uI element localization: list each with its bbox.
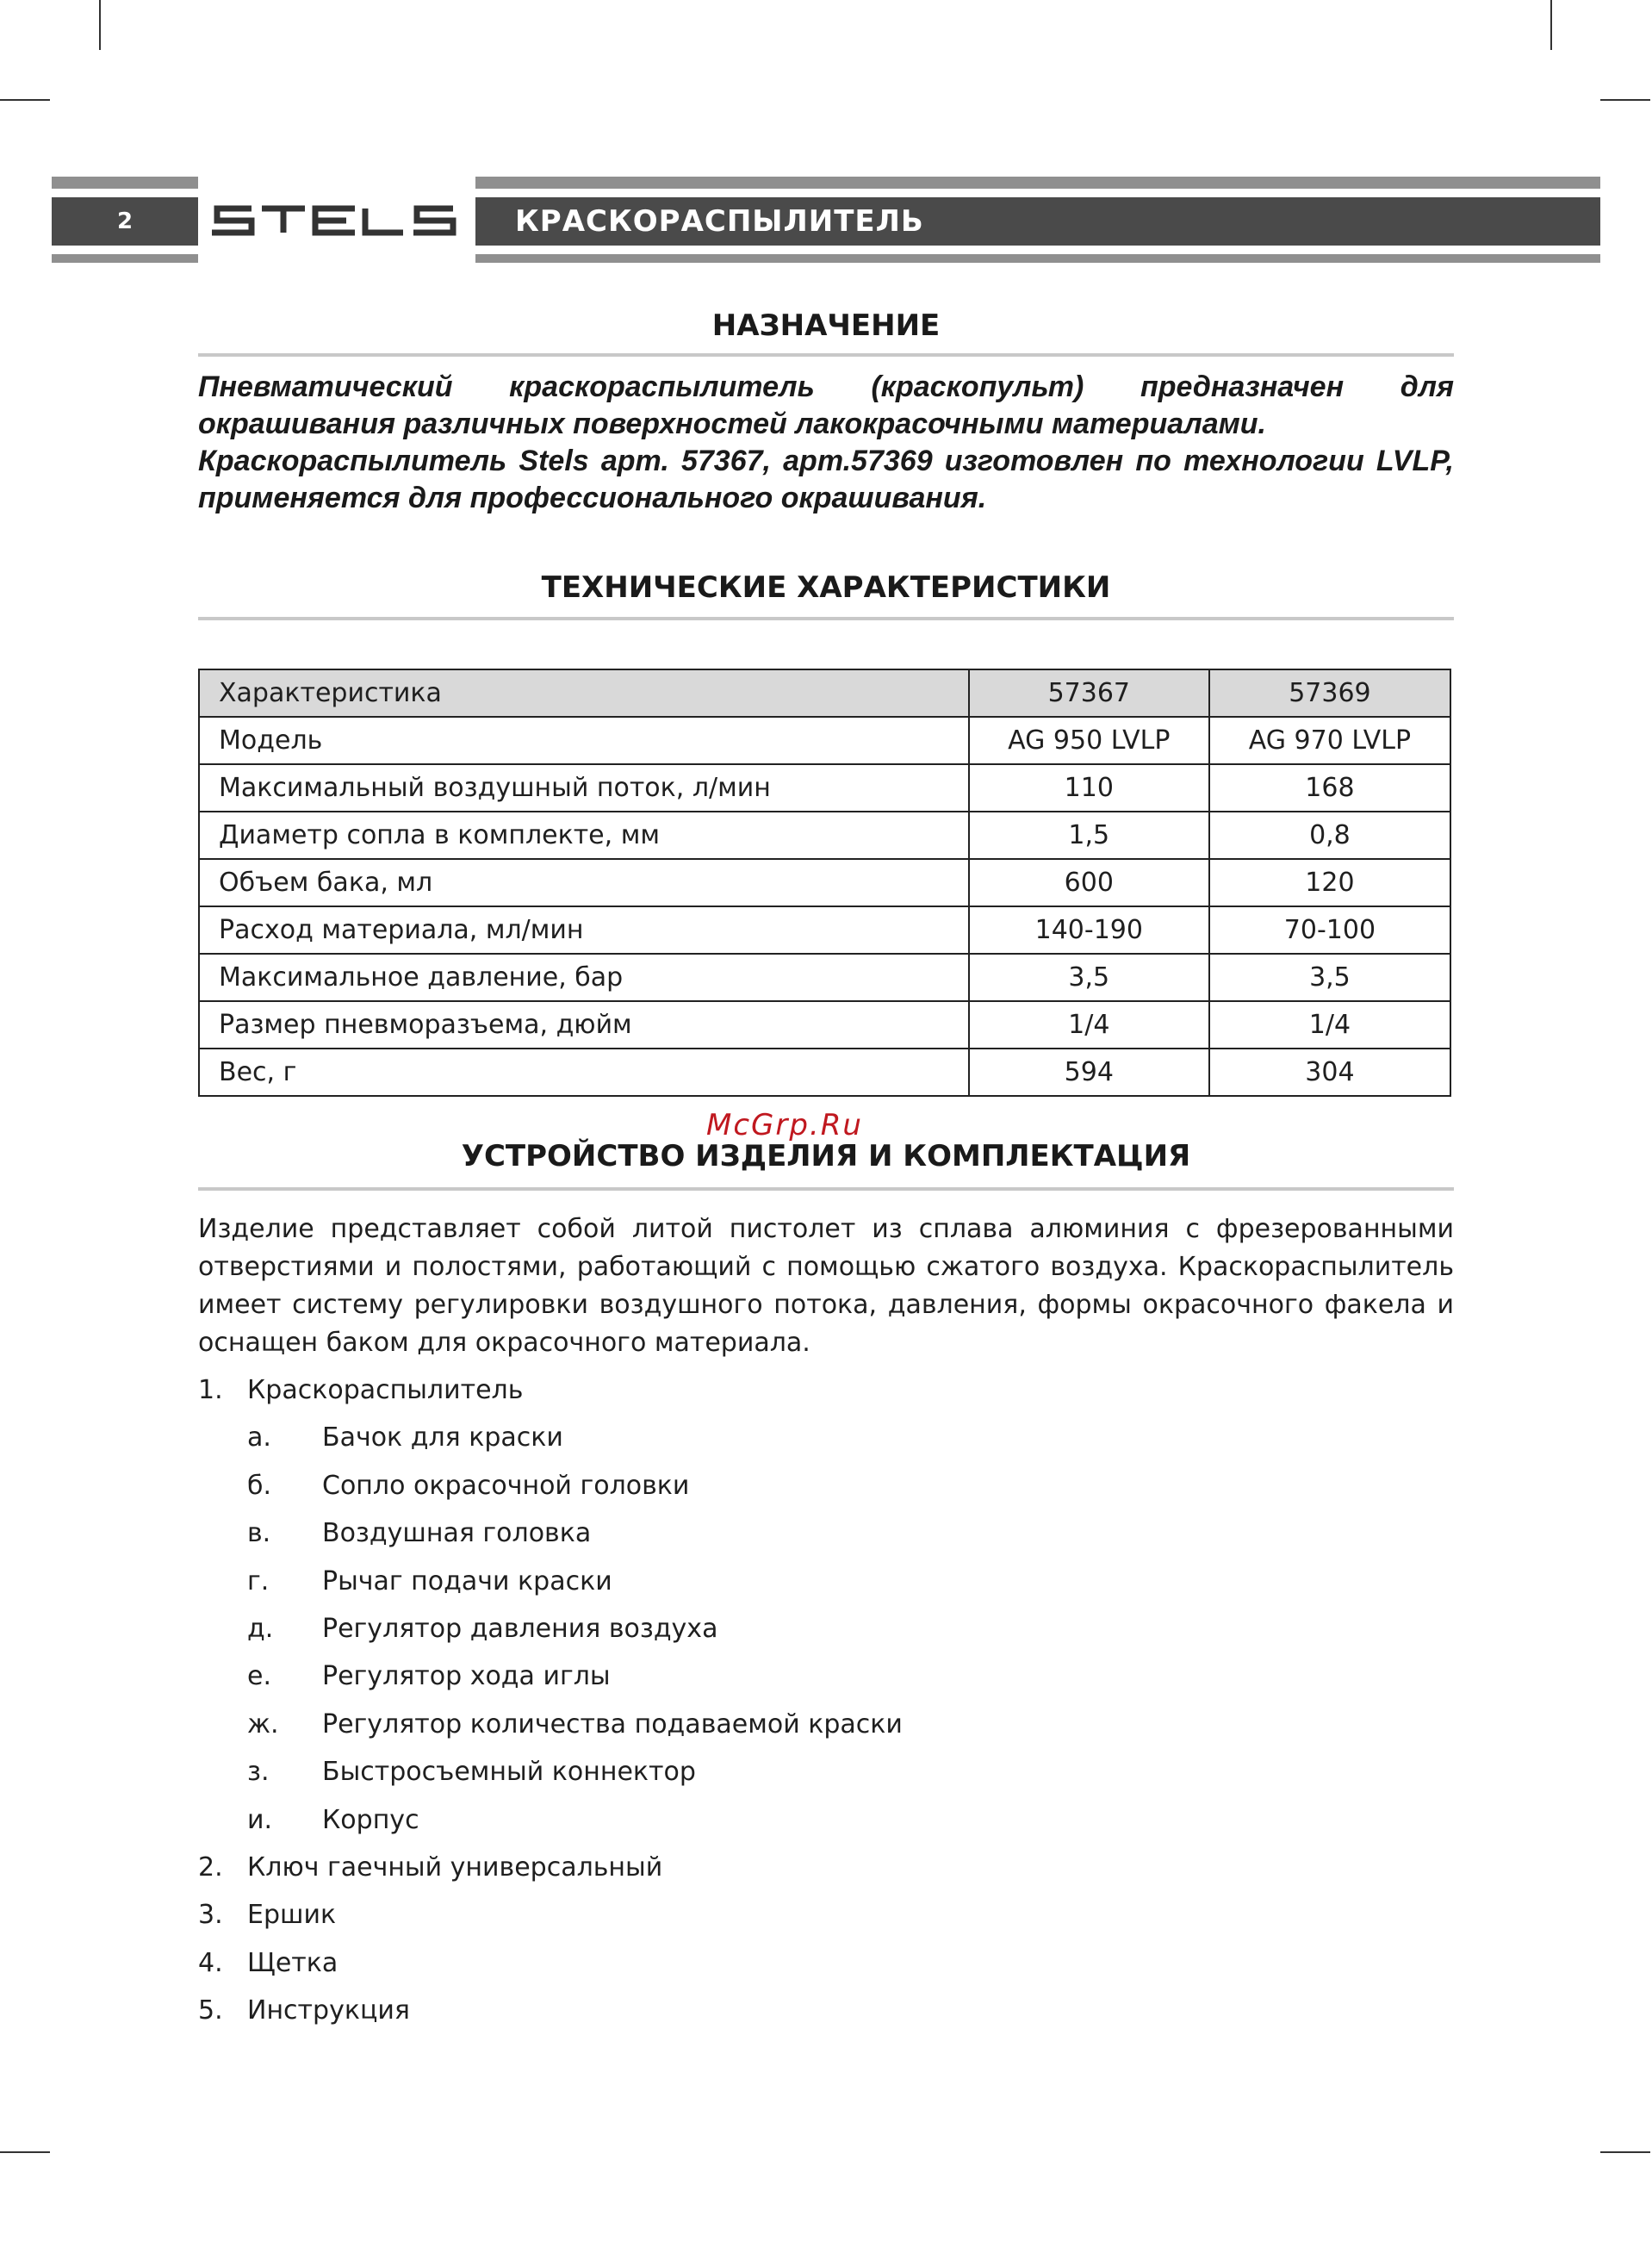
specs-table xyxy=(198,669,1451,1097)
table-cell: 3,5 xyxy=(1209,954,1450,1001)
table-cell: 140-190 xyxy=(969,906,1209,954)
column-header: Характеристика xyxy=(199,669,969,717)
list-item xyxy=(247,1419,1454,1457)
table-cell: 594 xyxy=(969,1049,1209,1096)
section-divider xyxy=(198,617,1454,620)
crop-mark xyxy=(1550,0,1552,50)
table-header-row xyxy=(199,669,1450,717)
table-cell: Максимальное давление, бар xyxy=(199,954,969,1001)
table-cell: Объем бака, мл xyxy=(199,859,969,906)
list-item-text: Рычаг подачи краски xyxy=(322,1566,612,1596)
list-item-text: Ершик xyxy=(247,1900,337,1930)
purpose-paragraph: Краскораспылитель Stels арт. 57367, арт.57369 изготовлен по технологии LVLP, применяется для профессионального окрашивания. xyxy=(198,445,1454,514)
crop-mark xyxy=(1600,99,1650,101)
list-item xyxy=(247,1802,1454,1839)
list-item-text: Регулятор давления воздуха xyxy=(322,1614,718,1644)
list-item xyxy=(247,1706,1454,1744)
crop-mark xyxy=(99,0,101,50)
list-item-text: Сопло окрасочной головки xyxy=(322,1471,690,1501)
table-cell: 1/4 xyxy=(969,1001,1209,1049)
watermark: McGrp.Ru xyxy=(706,1108,863,1142)
table-cell: AG 970 LVLP xyxy=(1209,717,1450,764)
table-cell: Расход материала, мл/мин xyxy=(199,906,969,954)
list-item-text: Регулятор хода иглы xyxy=(322,1661,611,1691)
table-row xyxy=(199,812,1450,859)
list-item xyxy=(247,1610,1454,1648)
list-item-number: ж. xyxy=(247,1709,279,1740)
list-item xyxy=(247,1563,1454,1601)
table-cell: Максимальный воздушный поток, л/мин xyxy=(199,764,969,812)
list-item-text: Щетка xyxy=(247,1948,338,1978)
table-cell: Модель xyxy=(199,717,969,764)
header-title: КРАСКОРАСПЫЛИТЕЛЬ xyxy=(515,204,924,239)
table-row xyxy=(199,1001,1450,1049)
table-cell: AG 950 LVLP xyxy=(969,717,1209,764)
table-cell: 304 xyxy=(1209,1049,1450,1096)
table-row xyxy=(199,764,1450,812)
table-cell: 1/4 xyxy=(1209,1001,1450,1049)
list-item xyxy=(198,1372,1454,1410)
table-cell: Диаметр сопла в комплекте, мм xyxy=(199,812,969,859)
crop-mark xyxy=(0,99,50,101)
table-cell: 168 xyxy=(1209,764,1450,812)
table-cell: 1,5 xyxy=(969,812,1209,859)
list-item-number: 3. xyxy=(198,1900,223,1930)
list-item-text: Корпус xyxy=(322,1805,419,1835)
table-cell: 120 xyxy=(1209,859,1450,906)
list-item xyxy=(247,1467,1454,1505)
purpose-paragraph: Пневматический краскораспылитель (краскопульт) предназначен для окрашивания различных поверхностей лакокрасочными материалами. xyxy=(198,370,1454,440)
header-title-band xyxy=(475,177,1600,263)
list-item xyxy=(198,1992,1454,2030)
purpose-heading: НАЗНАЧЕНИЕ xyxy=(711,308,941,343)
table-cell: 600 xyxy=(969,859,1209,906)
list-item-number: в. xyxy=(247,1518,271,1548)
list-item-number: б. xyxy=(247,1471,272,1501)
list-item xyxy=(247,1753,1454,1791)
table-cell: 110 xyxy=(969,764,1209,812)
table-cell: 0,8 xyxy=(1209,812,1450,859)
section-divider xyxy=(198,1187,1454,1191)
list-item xyxy=(198,1945,1454,1982)
crop-mark xyxy=(0,2151,50,2153)
list-item xyxy=(247,1515,1454,1553)
list-item-number: 2. xyxy=(198,1852,223,1883)
table-cell: Размер пневморазъема, дюйм xyxy=(199,1001,969,1049)
table-row xyxy=(199,859,1450,906)
list-item xyxy=(247,1658,1454,1696)
list-item-number: е. xyxy=(247,1661,271,1691)
table-row xyxy=(199,906,1450,954)
column-header: 57369 xyxy=(1209,669,1450,717)
list-item-text: Ключ гаечный универсальный xyxy=(247,1852,663,1883)
device-heading: УСТРОЙСТВО ИЗДЕЛИЯ И КОМПЛЕКТАЦИЯ xyxy=(461,1139,1191,1173)
list-item-text: Инструкция xyxy=(247,1995,410,2026)
column-header: 57367 xyxy=(969,669,1209,717)
table-row xyxy=(199,1049,1450,1096)
list-item-number: г. xyxy=(247,1566,270,1596)
header-page-band xyxy=(52,177,198,263)
list-item-number: 4. xyxy=(198,1948,223,1978)
list-item-text: Регулятор количества подаваемой краски xyxy=(322,1709,903,1740)
list-item-text: Воздушная головка xyxy=(322,1518,592,1548)
table-row xyxy=(199,954,1450,1001)
table-cell: 3,5 xyxy=(969,954,1209,1001)
list-item-text: Бачок для краски xyxy=(322,1422,563,1453)
stels-logo xyxy=(208,196,458,245)
page-number: 2 xyxy=(116,208,134,234)
list-item-number: 5. xyxy=(198,1995,223,2026)
list-item xyxy=(198,1896,1454,1934)
list-item-number: и. xyxy=(247,1805,273,1835)
device-description: Изделие представляет собой литой пистолет из сплава алюминия с фрезерованными отверстиями и полостями, работающий с помощью сжатого воздуха. Краскораспылитель имеет систему регулировки воздушного потока, давления, формы окрасочного факела и оснащен баком для окрасочного материала. xyxy=(198,1214,1454,1358)
table-row xyxy=(199,717,1450,764)
list-item-number: а. xyxy=(247,1422,271,1453)
list-item-number: д. xyxy=(247,1614,274,1644)
table-cell: Вес, г xyxy=(199,1049,969,1096)
list-item-text: Краскораспылитель xyxy=(247,1375,524,1405)
list-item-number: 1. xyxy=(198,1375,223,1405)
list-item-number: з. xyxy=(247,1757,270,1787)
table-cell: 70-100 xyxy=(1209,906,1450,954)
section-divider xyxy=(198,353,1454,357)
purpose-text xyxy=(198,369,1454,517)
list-item-text: Быстросъемный коннектор xyxy=(322,1757,696,1787)
specs-heading: ТЕХНИЧЕСКИЕ ХАРАКТЕРИСТИКИ xyxy=(541,570,1111,605)
list-item xyxy=(198,1849,1454,1887)
crop-mark xyxy=(1600,2151,1650,2153)
